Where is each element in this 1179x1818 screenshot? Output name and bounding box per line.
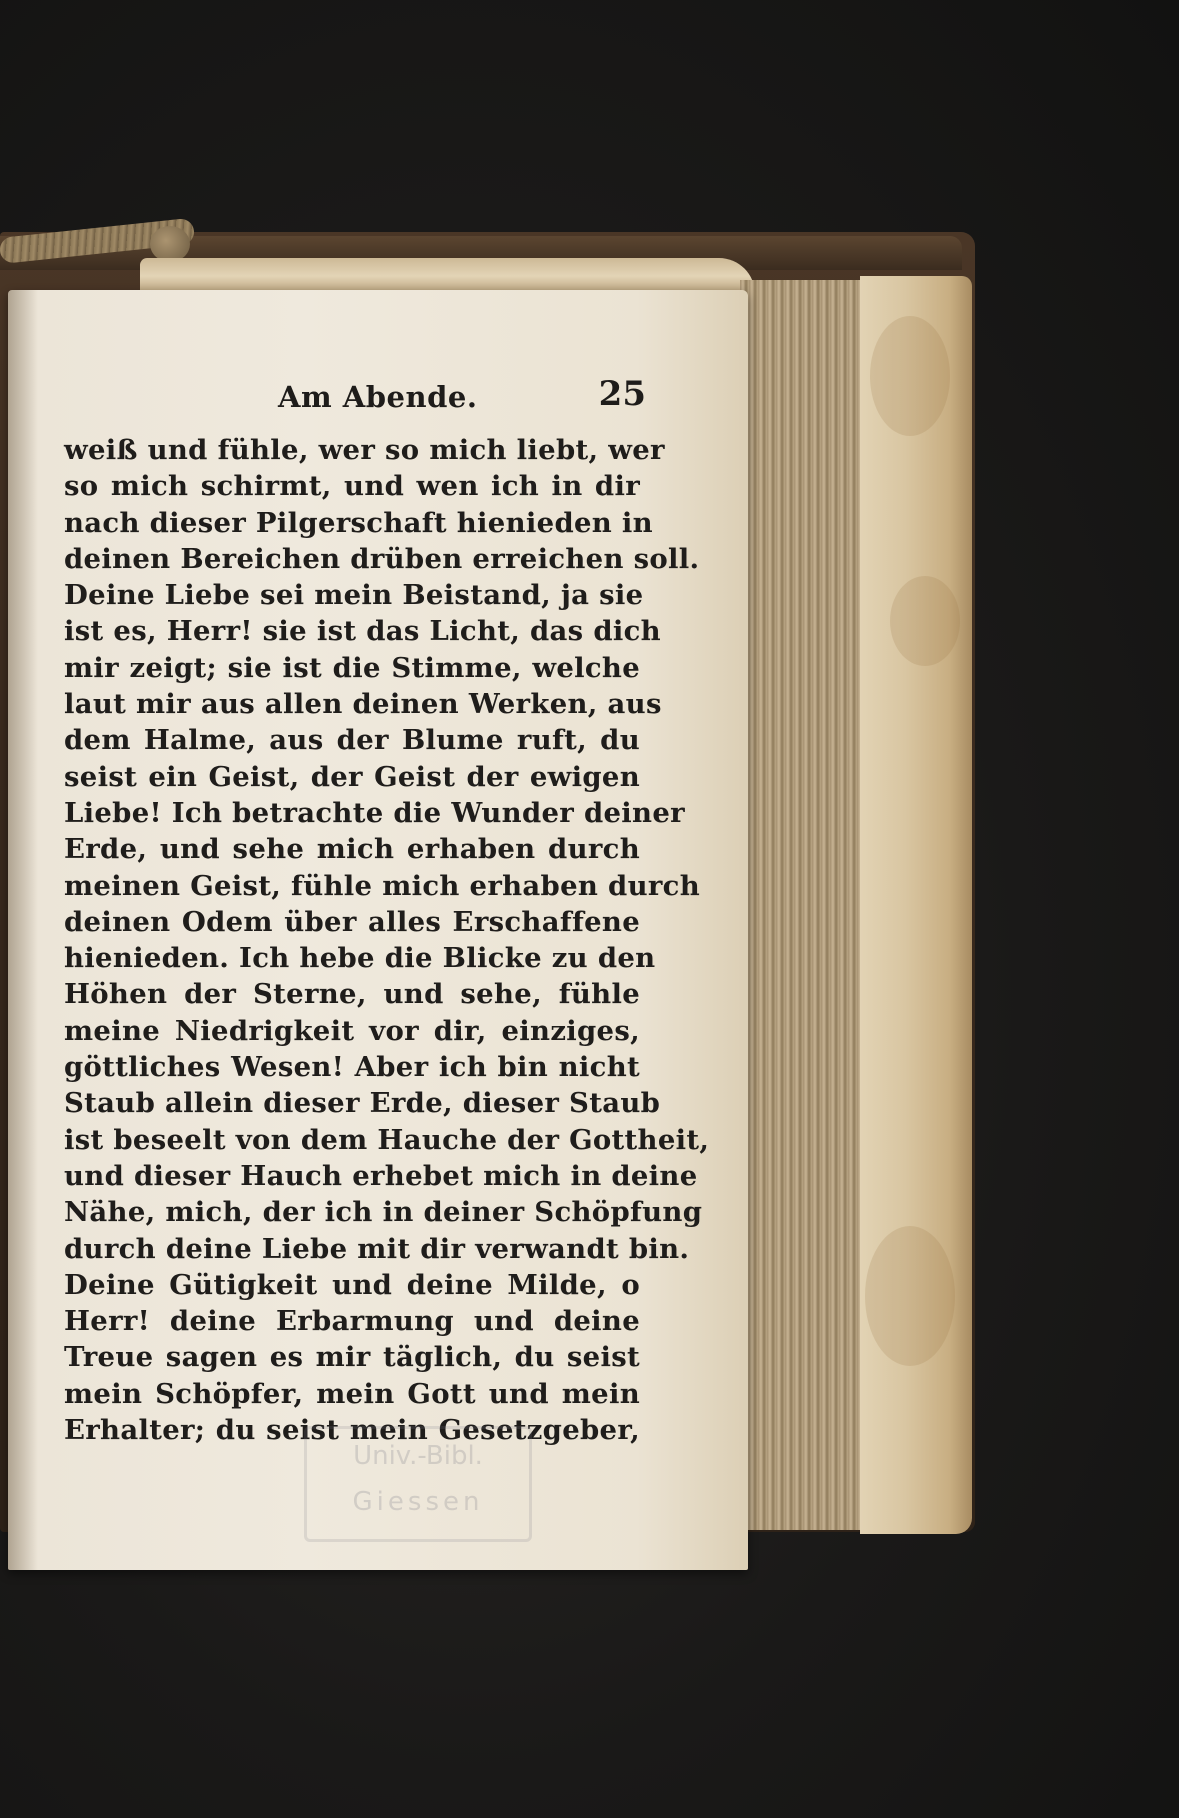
text-line: ist es, Herr! sie ist das Licht, das dich — [64, 615, 661, 648]
text-line: Staub allein dieser Erde, dieser Staub — [64, 1087, 661, 1120]
running-head-title: Am Abende. — [278, 380, 478, 414]
text-line: weiß und fühle, wer so mich liebt, wer — [64, 434, 665, 466]
text-line: Höhen der Sterne, und sehe, fühle — [64, 978, 640, 1011]
running-head — [64, 374, 646, 426]
text-line: Liebe! Ich betrachte die Wunder deiner — [64, 796, 685, 829]
text-line: dem Halme, aus der Blume ruft, du — [64, 724, 640, 757]
text-line: mir zeigt; sie ist die Stimme, welche — [64, 651, 640, 684]
text-line: seist ein Geist, der Geist der ewigen — [64, 760, 640, 793]
stamp-text: Giessen — [352, 1487, 484, 1517]
gutter-shadow — [8, 290, 38, 1570]
text-line: hienieden. Ich hebe die Blicke zu den — [64, 942, 656, 975]
text-line: deinen Odem über alles Erschaffene — [64, 905, 640, 938]
text-line: nach dieser Pilgerschaft hienieden in — [64, 506, 653, 539]
text-line: so mich schirmt, und wen ich in dir — [64, 470, 640, 503]
page-number: 25 — [598, 374, 646, 414]
text-line: durch deine Liebe mit dir verwandt bin. — [64, 1232, 690, 1265]
text-line: Erde, und sehe mich erhaben durch — [64, 833, 640, 866]
text-line: laut mir aus allen deinen Werken, aus — [64, 688, 662, 721]
text-line: meinen Geist, fühle mich erhaben durch — [64, 869, 700, 902]
text-line: und dieser Hauch erhebet mich in deine — [64, 1159, 698, 1192]
library-stamp — [304, 1426, 532, 1542]
text-line: ist beseelt von dem Hauche der Gottheit, — [64, 1123, 710, 1156]
paper-stain — [865, 1226, 955, 1366]
text-line: mein Schöpfer, mein Gott und mein — [64, 1377, 640, 1410]
body-text — [64, 432, 710, 1448]
text-line: Deine Gütigkeit und deine Milde, o — [64, 1268, 640, 1301]
paper-stain — [870, 316, 950, 436]
text-line: meine Niedrigkeit vor dir, einziges, — [64, 1014, 640, 1047]
page-block-fore-edge — [740, 280, 875, 1530]
paper-stain — [890, 576, 960, 666]
page-text-block — [64, 374, 710, 1448]
bookmark-cord-knot — [150, 226, 190, 262]
text-line: deinen Bereichen drüben erreichen soll. — [64, 542, 700, 575]
text-line: Nähe, mich, der ich in deiner Schöpfung — [64, 1196, 703, 1229]
page-block-top-edge — [140, 258, 755, 294]
text-line: Herr! deine Erbarmung und deine — [64, 1305, 640, 1338]
text-line: göttliches Wesen! Aber ich bin nicht — [64, 1051, 640, 1084]
text-line: Deine Liebe sei mein Beistand, ja sie — [64, 579, 644, 612]
stained-outer-page — [860, 276, 972, 1534]
text-line: Erhalter; du seist mein Gesetzgeber, — [64, 1414, 640, 1447]
text-line: Treue sagen es mir täglich, du seist — [64, 1341, 640, 1374]
book-page — [8, 290, 748, 1570]
stamp-text: Univ.-Bibl. — [353, 1441, 483, 1471]
